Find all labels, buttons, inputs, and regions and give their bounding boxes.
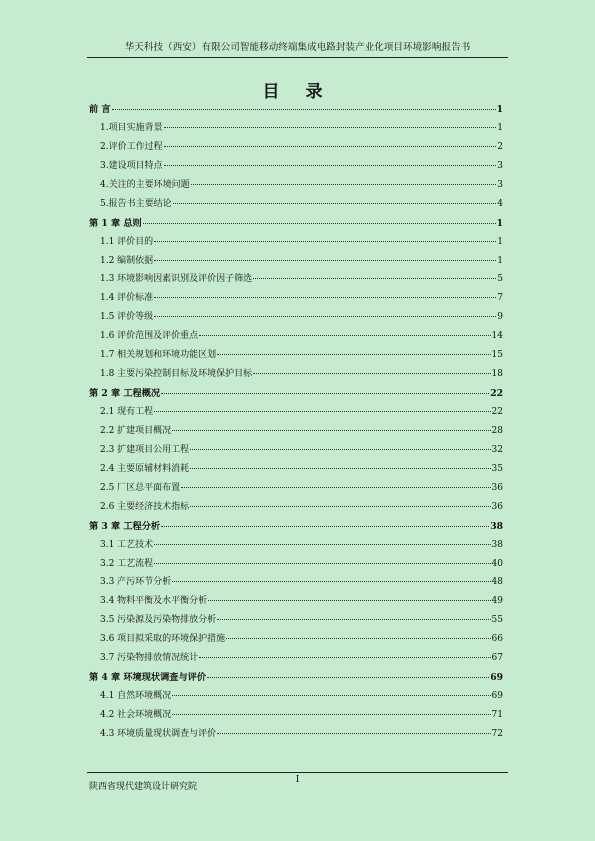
toc-entry-page: 1: [497, 236, 503, 247]
dot-leader: [143, 223, 496, 224]
toc-entry-page: 36: [491, 482, 503, 493]
toc-section-entry[interactable]: [89, 593, 503, 612]
toc-entry-label: 1.1 评价目的: [100, 236, 154, 247]
dot-leader: [172, 581, 490, 582]
toc-entry-label: 第 3 章 工程分析: [89, 520, 161, 532]
toc-entry-page: 32: [491, 444, 503, 455]
dot-leader: [154, 260, 496, 261]
dot-leader: [161, 393, 489, 394]
toc-chapter-entry[interactable]: [89, 518, 503, 537]
toc-section-entry[interactable]: [89, 688, 503, 707]
toc-section-entry[interactable]: [89, 574, 503, 593]
toc-section-entry[interactable]: [89, 442, 503, 461]
toc-entry-page: 40: [491, 558, 503, 569]
toc-section-entry[interactable]: [89, 631, 503, 650]
dot-leader: [208, 600, 490, 601]
toc-entry-page: 5: [497, 274, 503, 285]
toc-chapter-entry[interactable]: [89, 101, 503, 120]
toc-section-entry[interactable]: [89, 366, 503, 385]
toc-entry-label: 4.1 自然环境概况: [100, 691, 172, 702]
toc-entry-page: 4: [497, 198, 503, 209]
dot-leader: [253, 278, 496, 279]
toc-entry-label: 第 1 章 总则: [89, 217, 142, 229]
toc-section-entry[interactable]: [89, 404, 503, 423]
dot-leader: [172, 695, 490, 696]
footer-divider: [87, 772, 508, 773]
toc-section-entry[interactable]: [89, 234, 503, 253]
toc-section-entry[interactable]: [89, 253, 503, 272]
toc-entry-label: 4.2 社会环境概况: [100, 710, 172, 720]
toc-section-entry[interactable]: [89, 158, 503, 177]
dot-leader: [199, 657, 490, 658]
toc-section-entry[interactable]: [89, 196, 503, 215]
toc-entry-page: 48: [491, 577, 503, 588]
dot-leader: [217, 733, 490, 734]
toc-entry-page: 69: [491, 691, 503, 702]
toc-entry-page: 35: [491, 463, 503, 474]
toc-section-entry[interactable]: [89, 290, 503, 309]
toc-entry-label: 2.2 扩建项目概况: [100, 425, 172, 436]
toc-entry-page: 71: [491, 710, 503, 720]
dot-leader: [173, 203, 497, 204]
dot-leader: [154, 544, 490, 545]
toc-entry-label: 1.3 环境影响因素识别及评价因子筛选: [100, 274, 253, 285]
toc-entry-label: 第 4 章 环境现状调查与评价: [89, 672, 207, 684]
toc-section-entry[interactable]: [89, 328, 503, 347]
toc-entry-page: 9: [497, 312, 503, 323]
toc-entry-label: 3.6 项目拟采取的环境保护措施: [100, 634, 226, 645]
toc-section-entry[interactable]: [89, 139, 503, 158]
toc-section-entry[interactable]: [89, 537, 503, 556]
toc-entry-page: 1: [497, 255, 503, 266]
toc-entry-label: 1.2 编制依据: [100, 255, 154, 266]
header-divider: [87, 57, 508, 58]
toc-entry-page: 66: [491, 634, 503, 645]
toc-entry-page: 18: [491, 369, 503, 380]
running-header: 华天科技（西安）有限公司智能移动终端集成电路封装产业化项目环境影响报告书: [124, 42, 471, 53]
toc-entry-label: 3.建设项目特点: [100, 160, 163, 171]
toc-section-entry[interactable]: [89, 177, 503, 196]
toc-section-entry[interactable]: [89, 120, 503, 139]
toc-entry-page: 1: [496, 104, 503, 115]
toc-entry-page: 2: [497, 141, 503, 152]
toc-entry-page: 1: [496, 217, 503, 229]
dot-leader: [172, 714, 490, 715]
toc-entry-label: 2.1 现有工程: [100, 407, 154, 417]
toc-entry-label: 3.7 污染物排放情况统计: [100, 653, 199, 664]
toc-section-entry[interactable]: [89, 612, 503, 631]
toc-entry-page: 28: [491, 425, 503, 436]
table-of-contents: [89, 101, 503, 745]
toc-entry-page: 36: [491, 501, 503, 512]
toc-section-entry[interactable]: [89, 461, 503, 480]
toc-entry-page: 38: [491, 539, 503, 550]
dot-leader: [172, 430, 490, 431]
dot-leader: [154, 411, 490, 412]
toc-entry-label: 1.5 评价等级: [100, 312, 154, 323]
toc-chapter-entry[interactable]: [89, 385, 503, 404]
toc-entry-page: 22: [490, 388, 503, 400]
dot-leader: [164, 146, 497, 147]
page-number: I: [295, 775, 300, 785]
toc-entry-page: 72: [491, 728, 503, 739]
toc-entry-page: 49: [491, 596, 503, 607]
toc-entry-label: 2.5 厂区总平面布置: [100, 482, 181, 493]
toc-entry-label: 3.1 工艺技术: [100, 539, 154, 550]
toc-entry-page: 15: [491, 350, 503, 361]
toc-entry-label: 4.关注的主要环境问题: [100, 179, 190, 190]
dot-leader: [190, 468, 490, 469]
toc-entry-label: 3.2 工艺流程: [100, 558, 154, 569]
toc-entry-label: 1.6 评价范围及评价重点: [100, 331, 199, 342]
dot-leader: [181, 487, 490, 488]
toc-entry-label: 3.4 物料平衡及水平衡分析: [100, 596, 208, 607]
toc-entry-label: 2.评价工作过程: [100, 141, 163, 152]
toc-entry-label: 4.3 环境质量现状调查与评价: [100, 728, 217, 739]
toc-section-entry[interactable]: [89, 650, 503, 669]
toc-section-entry[interactable]: [89, 726, 503, 745]
dot-leader: [253, 373, 490, 374]
dot-leader: [217, 354, 490, 355]
toc-entry-label: 2.3 扩建项目公用工程: [100, 444, 190, 455]
toc-section-entry[interactable]: [89, 271, 503, 290]
toc-entry-page: 1: [497, 122, 503, 133]
toc-entry-label: 第 2 章 工程概况: [89, 388, 161, 400]
dot-leader: [154, 316, 496, 317]
toc-entry-label: 5.报告书主要结论: [100, 198, 172, 209]
dot-leader: [164, 165, 497, 166]
toc-entry-page: 69: [490, 672, 503, 684]
toc-chapter-entry[interactable]: [89, 215, 503, 234]
dot-leader: [161, 526, 489, 527]
toc-entry-label: 2.4 主要原辅材料消耗: [100, 463, 190, 474]
toc-entry-label: 3.3 产污环节分析: [100, 577, 172, 588]
footer-organization: 陕西省现代建筑设计研究院: [89, 782, 198, 792]
dot-leader: [226, 638, 490, 639]
dot-leader: [217, 619, 490, 620]
toc-section-entry[interactable]: [89, 499, 503, 518]
dot-leader: [164, 127, 497, 128]
toc-entry-label: 前 言: [89, 104, 111, 115]
toc-entry-page: 22: [491, 407, 503, 417]
toc-entry-page: 3: [497, 179, 503, 190]
toc-entry-label: 1.项目实施背景: [100, 122, 163, 133]
toc-entry-label: 3.5 污染源及污染物排放分析: [100, 615, 217, 626]
toc-section-entry[interactable]: [89, 423, 503, 442]
dot-leader: [112, 109, 496, 110]
toc-entry-label: 1.8 主要污染控制目标及环境保护目标: [100, 369, 253, 380]
dot-leader: [207, 677, 489, 678]
toc-section-entry[interactable]: [89, 480, 503, 499]
dot-leader: [199, 335, 490, 336]
toc-section-entry[interactable]: [89, 309, 503, 328]
toc-entry-page: 7: [497, 293, 503, 304]
dot-leader: [154, 563, 490, 564]
dot-leader: [154, 241, 496, 242]
toc-entry-label: 2.6 主要经济技术指标: [100, 501, 190, 512]
dot-leader: [190, 506, 490, 507]
toc-entry-label: 1.7 相关规划和环境功能区划: [100, 350, 217, 361]
dot-leader: [190, 449, 490, 450]
toc-entry-page: 55: [491, 615, 503, 626]
toc-section-entry[interactable]: [89, 707, 503, 726]
dot-leader: [191, 184, 497, 185]
toc-title: 目 录: [262, 82, 333, 102]
toc-entry-page: 14: [491, 331, 503, 342]
toc-entry-page: 3: [497, 160, 503, 171]
toc-section-entry[interactable]: [89, 347, 503, 366]
toc-chapter-entry[interactable]: [89, 669, 503, 688]
toc-section-entry[interactable]: [89, 556, 503, 575]
toc-entry-page: 38: [490, 520, 503, 532]
toc-entry-label: 1.4 评价标准: [100, 293, 154, 304]
toc-entry-page: 67: [491, 653, 503, 664]
dot-leader: [154, 297, 496, 298]
